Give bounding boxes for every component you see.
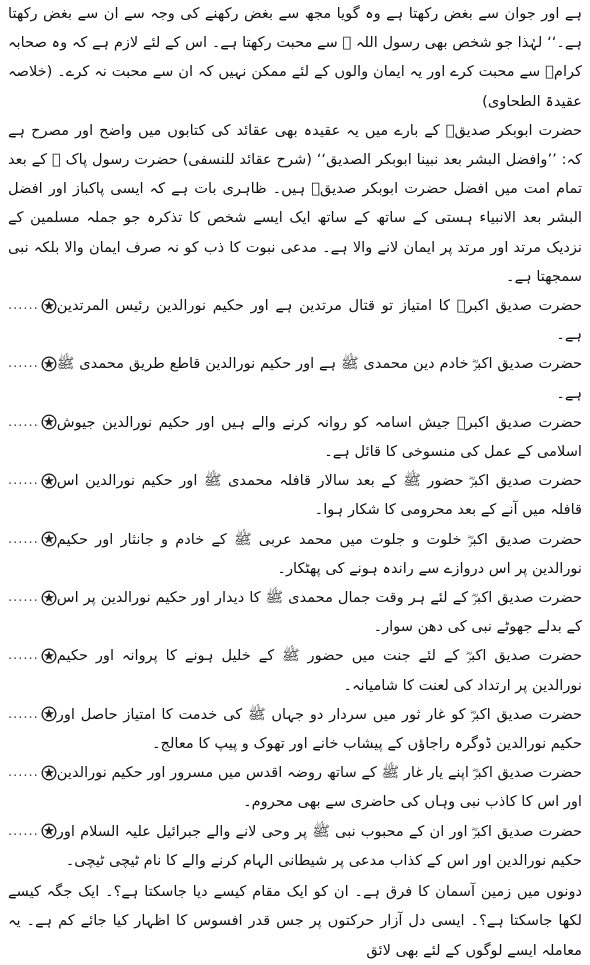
list-item xyxy=(8,817,582,875)
bullet-dots: ...... xyxy=(8,356,39,372)
flower-bullet-icon xyxy=(41,590,57,606)
bullet-dots: ...... xyxy=(8,590,39,606)
bullet-marker xyxy=(8,408,57,437)
bullet-dots: ...... xyxy=(8,648,39,664)
list-item xyxy=(8,700,582,758)
paragraph-conclusion: دونوں میں زمین آسمان کا فرق ہے۔ ان کو ایک مقام کیسے دیا جاسکتا ہے؟۔ ایک جگہ کیسے لکھا جاسکتا ہے؟۔ ایسی دل آزار حرکتوں پر جس قدر افسوس کا اظہار کیا جائے کم ہے۔ یہ معاملہ ایسے لوگوں کے لئے بھی لائق xyxy=(8,883,582,959)
flower-bullet-icon xyxy=(41,356,57,372)
bullet-marker xyxy=(8,641,57,670)
list-item-text: حضرت صدیق اکبرؓ حضور ﷺ کے بعد سالار قافلہ محمدی ﷺ اور حکیم نورالدین اس قافلہ میں آنے کے بعد محرومی کا شکار ہوا۔ xyxy=(56,472,582,519)
list-item xyxy=(8,525,582,583)
paragraph-intro: ہے اور جوان سے بغض رکھتا ہے وہ گویا مجھ سے بغض رکھنے کی وجہ سے ان سے بغض رکھتا ہے۔‘‘ لہٰذا جو شخص بھی رسول اللہ ﷺ سے محبت رکھتا ہے۔ اس کے لئے لازم ہے کہ وہ صحابہ کرامؓ سے محبت کرے اور یہ ایمان والوں کے لئے ممکن نہیں کہ ان سے محبت نہ کرے۔ (خلاصہ عقیدۃ الطحاوی) xyxy=(8,5,582,110)
list-item xyxy=(8,408,582,466)
bullet-marker xyxy=(8,525,57,554)
bullet-marker xyxy=(8,466,57,495)
bullet-marker xyxy=(8,583,57,612)
list-item-text: حضرت صدیق اکبرؓ اپنے یار غار ﷺ کے ساتھ روضہ اقدس میں مسرور اور حکیم نورالدین اور اس کا کاذب نبی وہاں کی حاضری سے بھی محروم۔ xyxy=(56,764,582,811)
bullet-dots: ...... xyxy=(8,298,39,314)
list-item xyxy=(8,641,582,699)
list-item-text: حضرت صدیق اکبرؓ کے لئے جنت میں حضور ﷺ کے خلیل ہونے کا پروانہ اور حکیم نورالدین پر ارتداد کی لعنت کا شامیانہ۔ xyxy=(56,647,582,694)
bullet-marker xyxy=(8,817,57,846)
flower-bullet-icon xyxy=(41,298,57,314)
paragraph-siddiq-belief: حضرت ابوبکر صدیقؓ کے بارے میں یہ عقیدہ بھی عقائد کی کتابوں میں واضح اور مصرح ہے کہ: ’’وافضل البشر بعد نبینا ابوبکر الصدیق‘‘ (شرح عقائد للنسفی) حضرت رسول پاک ﷺ کے بعد تمام امت میں افضل حضرت ابوبکر صدیقؓ ہیں۔ ظاہری بات ہے کہ ایسی پاکباز اور افضل البشر بعد الانبیاء ہستی کے ساتھ کے ساتھ ایک ایسے شخص کا تذکرہ جو جملہ مسلمین کے نزدیک مرتد اور مرتد پر ایمان لانے والا ہے۔ مدعی نبوت کا ذب کو نہ صرف ایمان والا بلکہ نبی سمجھتا ہے۔ xyxy=(8,121,582,285)
list-item-text: حضرت صدیق اکبرؓ کو غار ثور میں سردار دو جہاں ﷺ کی خدمت کا امتیاز حاصل اور حکیم نورالدین ڈوگرہ راجاؤں کے پیشاب خانے اور تھوک و پیپ کا معالج۔ xyxy=(56,705,582,753)
list-item-text: حضرت صدیق اکبرؓ خادم دین محمدی ﷺ ہے اور حکیم نورالدین قاطع طریق محمدی ﷺ ہے۔ xyxy=(56,355,582,402)
bullet-marker xyxy=(8,700,57,729)
flower-bullet-icon xyxy=(41,765,57,781)
comparison-list xyxy=(8,291,582,875)
bullet-dots: ...... xyxy=(8,706,39,722)
list-item-text: حضرت صدیق اکبرؓ اور ان کے محبوب نبی ﷺ پر وحی لانے والے جبرائیل علیہ السلام اور حکیم نورالدین اور اس کے کذاب مدعی پر شیطانی الہام کرنے والے کا نام ٹیچی ٹیچی۔ xyxy=(56,822,582,869)
list-item xyxy=(8,291,582,349)
list-item-text: حضرت صدیق اکبرؓ خلوت و جلوت میں محمد عربی ﷺ کے خادم و جانثار اور حکیم نورالدین پر اس دروازے سے راندہ ہونے کی پھٹکار۔ xyxy=(56,530,582,577)
bullet-dots: ...... xyxy=(8,414,39,430)
list-item xyxy=(8,583,582,641)
list-item-text: حضرت صدیق اکبرؓ جیش اسامہ کو روانہ کرنے والے ہیں اور حکیم نورالدین جیوش اسلامی کے عمل کی منسوخی کا قائل ہے۔ xyxy=(56,413,582,461)
flower-bullet-icon xyxy=(41,414,57,430)
list-item-text: حضرت صدیق اکبرؓ کا امتیاز تو قتال مرتدین ہے اور حکیم نورالدین رئیس المرتدین ہے۔ xyxy=(56,297,582,344)
flower-bullet-icon xyxy=(41,648,57,664)
bullet-dots: ...... xyxy=(8,823,39,839)
bullet-marker xyxy=(8,758,57,787)
bullet-marker xyxy=(8,349,57,378)
list-item xyxy=(8,466,582,524)
list-item xyxy=(8,758,582,816)
bullet-dots: ...... xyxy=(8,531,39,547)
bullet-dots: ...... xyxy=(8,765,39,781)
list-item xyxy=(8,349,582,407)
flower-bullet-icon xyxy=(41,823,57,839)
flower-bullet-icon xyxy=(41,531,57,547)
bullet-dots: ...... xyxy=(8,473,39,489)
flower-bullet-icon xyxy=(41,473,57,489)
list-item-text: حضرت صدیق اکبرؓ کے لئے ہر وقت جمال محمدی ﷺ کا دیدار اور حکیم نورالدین پر اس کے بدلے جھوٹے نبی کی دھن سوار۔ xyxy=(56,589,582,636)
flower-bullet-icon xyxy=(41,706,57,722)
bullet-marker xyxy=(8,291,57,320)
